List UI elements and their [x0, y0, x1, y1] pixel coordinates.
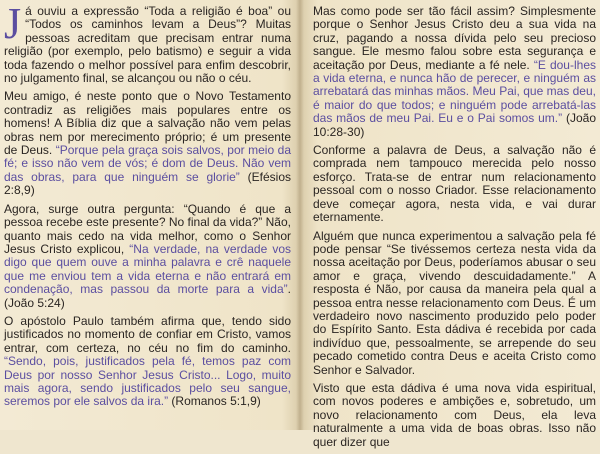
right-page: [313, 5, 596, 454]
paragraph-paul: [4, 315, 291, 409]
paragraph-text: á ouviu a expressão “Toda a religião é boa” ou “Todos os caminhos levam a Deus”? Muitas pessoas acreditam que precisam entrar numa religião (por exemplo, pelo batismo) e seguir a vida toda fazendo o melhor possível para enfim descobrir, no julgamento final, se alcançou ou não o céu.: [4, 4, 291, 86]
bible-quote: “Sendo, pois, justificados pela fé, temos paz com Deus por nosso Senhor Jesus Cristo... Logo, muito mais agora, sendo justificados pelo seu sangue, seremos por ele salvos da ira.”: [4, 354, 291, 409]
paragraph-when: [4, 203, 291, 310]
bible-reference: (João 10:28-30): [313, 111, 596, 139]
bible-reference: . (João 5:24): [4, 282, 291, 310]
paragraph-new-birth: [313, 230, 596, 377]
book-gutter: [296, 0, 304, 430]
paragraph-text: Meu amigo, é neste ponto que o Novo Testamento contradiz as religiões mais populares entre os homens! A Bíblia diz que a salvação não vem pelas obras nem por merecimento próprio; é um presente de Deus.: [4, 89, 291, 158]
bible-quote: “E dou-lhes a vida eterna, e nunca hão de perecer, e ninguém as arrebatará das minhas mãos. Meu Pai, que mas deu, é maior do que todos; e ninguém pode arrebatá-las das mãos de meu Pai. Eu e o Pai somos um.”: [313, 57, 596, 126]
left-page: [4, 0, 292, 414]
paragraph-relationship: [313, 144, 596, 224]
paragraph-intro: [4, 0, 291, 86]
paragraph-text: Mas como pode ser tão fácil assim? Simplesmente porque o Senhor Jesus Cristo deu a sua vida na cruz, pagando a nossa dívida pelo seu precioso sangue. Ele mesmo falou sobre esta segurança e aceitação por Deus, mediante a fé nele.: [313, 4, 596, 72]
bible-reference: (Romanos 5:1,9): [168, 394, 261, 409]
paragraph-text: Conforme a palavra de Deus, a salvação não é comprada nem tampouco merecida pelo nosso esforço. Trata-se de entrar num relacionamento pessoal com o nosso Criador. Esse relacionamento deve começar agora, nesta vida, e vai durar eternamente.: [313, 143, 596, 225]
paragraph-text: Agora, surge outra pergunta: “Quando é que a pessoa recebe este presente? No final da vida?” Não, quanto mais cedo na vida melhor, como o Senhor Jesus Cristo explicou,: [4, 201, 291, 256]
paragraph-good-works: [313, 382, 596, 449]
drop-cap: J: [4, 0, 22, 48]
bible-quote: “Na verdade, na verdade vos digo que quem ouve a minha palavra e crê naquele que me enviou tem a vida eterna e não entrará em condenação, mas passou da morte para a vida”: [4, 241, 292, 297]
paragraph-how-easy: [313, 5, 596, 139]
paragraph-text: Visto que esta dádiva é uma nova vida espiritual, com novos poderes e ambições e, sobretudo, um novo relacionamento com Deus, ela leva naturalmente a uma vida de boas obras. Isso não quer dizer que: [313, 380, 596, 449]
paragraph-text: O apóstolo Paulo também afirma que, tendo sido justificados no momento de confiar em Cristo, vamos entrar, com certeza, no céu no fim do caminho.: [4, 313, 291, 355]
bible-reference: (Efésios 2:8,9): [4, 169, 291, 198]
paragraph-text: Alguém que nunca experimentou a salvação pela fé pode pensar “Se tivéssemos certeza nesta vida da nossa aceitação por Deus, poderíamos abusar o seu amor e graça, vivendo descuidadamente.” A resposta é Não, por causa da maneira pela qual a pessoa entra nesse relacionamento com Deus. É um verdadeiro novo nascimento produzido pelo poder do Espírito Santo. Esta dádiva é recebida por cada indivíduo que, pessoalmente, se arrepende do seu pecado cometido contra Deus e aceita Cristo como Senhor e Salvador.: [313, 228, 596, 377]
bible-quote: “Porque pela graça sois salvos, por meio da fé; e isso não vem de vós; é dom de Deus. Não vem das obras, para que ninguém se glorie”: [4, 143, 291, 184]
paragraph-grace: [4, 90, 291, 197]
